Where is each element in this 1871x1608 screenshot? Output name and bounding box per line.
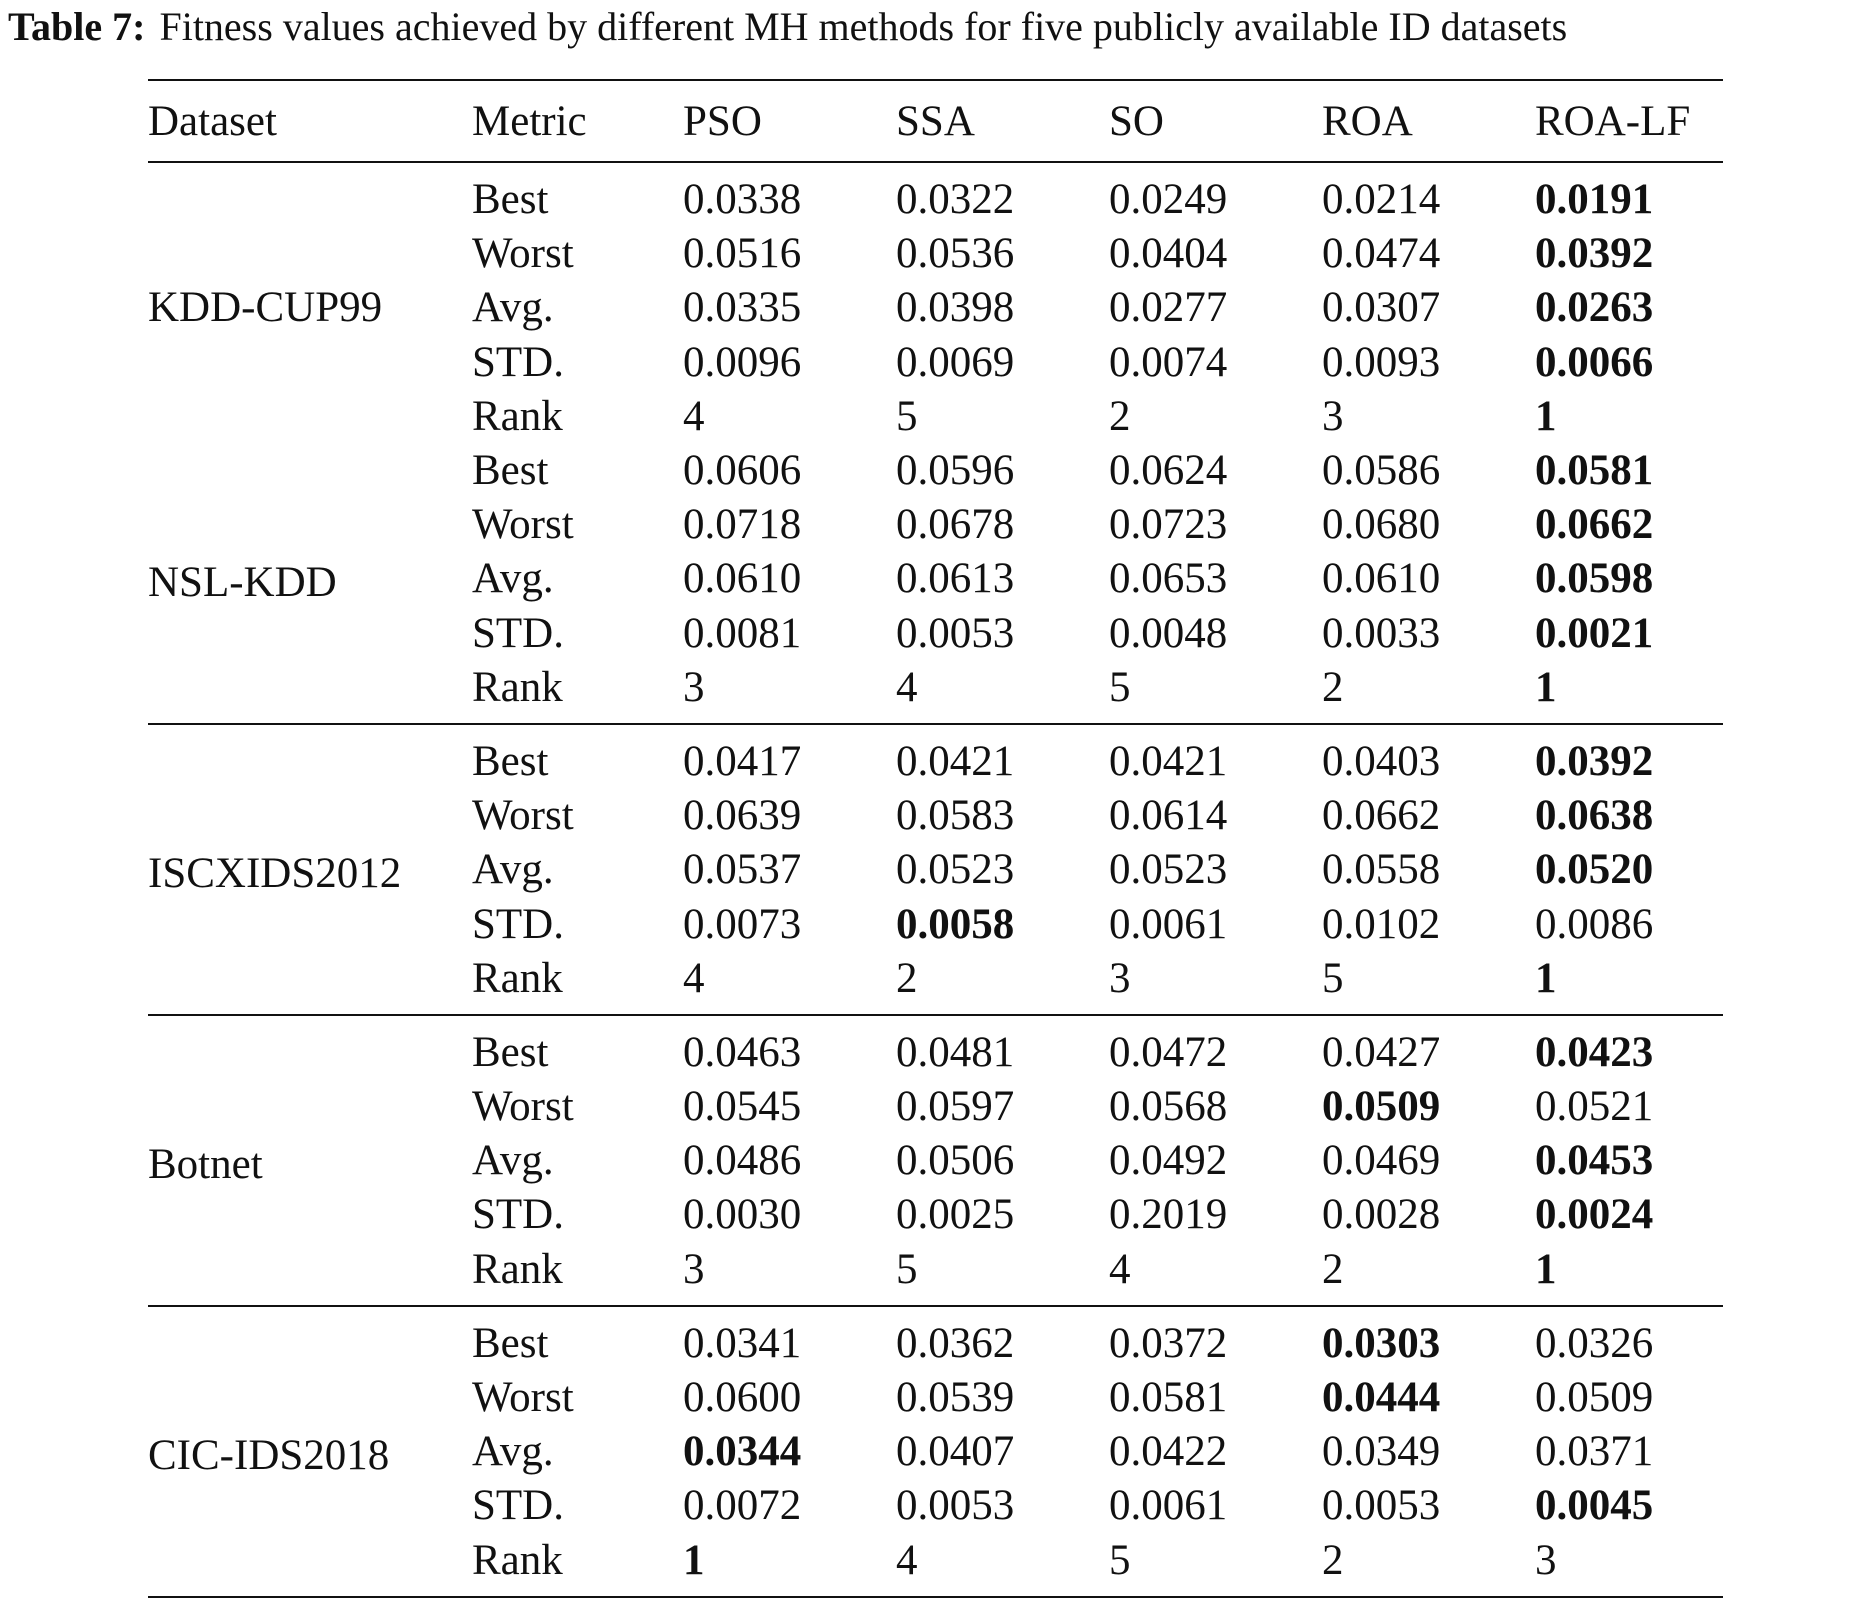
value-cell: 0.0600 xyxy=(683,1374,802,1422)
value-cell: 0.0191 xyxy=(1535,176,1654,224)
value-cell: 0.0509 xyxy=(1535,1374,1654,1422)
metric-label: STD. xyxy=(472,609,564,657)
value-cell: 0.0568 xyxy=(1109,1083,1228,1131)
value-cell: 0.0214 xyxy=(1322,176,1441,224)
value-cell: 0.0678 xyxy=(896,501,1015,549)
value-cell: 0.0614 xyxy=(1109,792,1228,840)
metric-label: Worst xyxy=(472,230,574,278)
value-cell: 0.0444 xyxy=(1322,1374,1441,1422)
value-cell: 2 xyxy=(896,952,1109,1015)
value-cell: 1 xyxy=(1535,952,1723,1015)
metric-label: Avg. xyxy=(472,1137,554,1185)
metric-label: Avg. xyxy=(472,846,554,894)
metric-label: STD. xyxy=(472,1191,564,1239)
value-cell: 0.0069 xyxy=(896,338,1015,386)
value-cell: 0.0073 xyxy=(683,900,802,948)
value-cell: 0.0033 xyxy=(1322,609,1441,657)
value-cell: 0.0303 xyxy=(1322,1319,1441,1367)
value-cell: 1 xyxy=(1535,661,1723,724)
value-cell: 3 xyxy=(1322,392,1344,440)
value-cell: 0.0583 xyxy=(896,792,1015,840)
value-cell: 0.0523 xyxy=(896,846,1015,894)
value-cell: 3 xyxy=(1109,952,1322,1015)
value-cell: 5 xyxy=(1109,661,1322,724)
metric-label: Rank xyxy=(472,952,683,1015)
table-row xyxy=(148,162,1723,227)
value-cell: 0.0407 xyxy=(896,1428,1015,1476)
header-row xyxy=(148,80,1723,162)
table-caption xyxy=(8,2,1868,52)
value-cell: 0.0066 xyxy=(1535,338,1654,386)
value-cell: 0.0326 xyxy=(1535,1319,1654,1367)
header-roa: ROA xyxy=(1322,80,1535,162)
value-cell: 0.0277 xyxy=(1109,284,1228,332)
value-cell: 4 xyxy=(683,952,896,1015)
header-ssa: SSA xyxy=(896,80,1109,162)
value-cell: 0.0072 xyxy=(683,1482,802,1530)
value-cell: 0.0249 xyxy=(1109,176,1228,224)
metric-label: Rank xyxy=(472,1534,683,1597)
table-row xyxy=(148,724,1723,789)
value-cell: 0.0403 xyxy=(1322,737,1441,785)
value-cell: 0.0061 xyxy=(1109,1482,1228,1530)
value-cell: 0.0371 xyxy=(1535,1428,1654,1476)
header-metric: Metric xyxy=(472,80,683,162)
value-cell: 0.0472 xyxy=(1109,1028,1228,1076)
metric-label: Rank xyxy=(472,392,563,440)
dataset-label: ISCXIDS2012 xyxy=(148,724,472,1015)
metric-label: Avg. xyxy=(472,1428,554,1476)
value-cell: 0.0545 xyxy=(683,1083,802,1131)
value-cell: 2 xyxy=(1109,392,1131,440)
header-so: SO xyxy=(1109,80,1322,162)
value-cell: 0.0344 xyxy=(683,1428,802,1476)
value-cell: 0.0349 xyxy=(1322,1428,1441,1476)
value-cell: 0.0718 xyxy=(683,501,802,549)
value-cell: 0.0581 xyxy=(1109,1374,1228,1422)
table-group xyxy=(148,1015,1723,1306)
table-group xyxy=(148,724,1723,1015)
dataset-label: Botnet xyxy=(148,1015,472,1306)
value-cell: 0.0581 xyxy=(1535,447,1654,495)
value-cell: 0.0045 xyxy=(1535,1482,1654,1530)
value-cell: 0.0024 xyxy=(1535,1191,1654,1239)
value-cell: 0.0521 xyxy=(1535,1083,1654,1131)
value-cell: 0.0093 xyxy=(1322,338,1441,386)
value-cell: 0.0653 xyxy=(1109,555,1228,603)
metric-label: STD. xyxy=(472,900,564,948)
value-cell: 0.0338 xyxy=(683,176,802,224)
value-cell: 0.0469 xyxy=(1322,1137,1441,1185)
metric-label: Worst xyxy=(472,1374,574,1422)
metric-label: Worst xyxy=(472,792,574,840)
value-cell: 0.0427 xyxy=(1322,1028,1441,1076)
value-cell: 0.0030 xyxy=(683,1191,802,1239)
value-cell: 0.0061 xyxy=(1109,900,1228,948)
header-dataset: Dataset xyxy=(148,80,472,162)
value-cell: 0.0058 xyxy=(896,900,1015,948)
value-cell: 0.0404 xyxy=(1109,230,1228,278)
value-cell: 4 xyxy=(1109,1243,1322,1306)
value-cell: 0.0506 xyxy=(896,1137,1015,1185)
value-cell: 0.0074 xyxy=(1109,338,1228,386)
value-cell: 0.0053 xyxy=(1322,1482,1441,1530)
metric-label: Rank xyxy=(472,661,683,724)
value-cell: 0.0021 xyxy=(1535,609,1654,657)
value-cell: 3 xyxy=(683,1243,896,1306)
value-cell: 0.0102 xyxy=(1322,900,1441,948)
value-cell: 0.2019 xyxy=(1109,1191,1228,1239)
value-cell: 2 xyxy=(1322,1534,1535,1597)
table-group xyxy=(148,1306,1723,1597)
value-cell: 4 xyxy=(896,661,1109,724)
value-cell: 0.0638 xyxy=(1535,792,1654,840)
value-cell: 5 xyxy=(1109,1534,1322,1597)
value-cell: 0.0680 xyxy=(1322,501,1441,549)
value-cell: 0.0597 xyxy=(896,1083,1015,1131)
metric-label: Worst xyxy=(472,1083,574,1131)
value-cell: 0.0486 xyxy=(683,1137,802,1185)
value-cell: 0.0463 xyxy=(683,1028,802,1076)
value-cell: 5 xyxy=(1322,952,1535,1015)
dataset-label: CIC-IDS2018 xyxy=(148,1306,472,1597)
value-cell: 5 xyxy=(896,392,918,440)
value-cell: 0.0335 xyxy=(683,284,802,332)
value-cell: 0.0596 xyxy=(896,447,1015,495)
header-roa-lf: ROA-LF xyxy=(1535,80,1723,162)
value-cell: 0.0053 xyxy=(896,609,1015,657)
metric-label: Avg. xyxy=(472,555,554,603)
value-cell: 0.0048 xyxy=(1109,609,1228,657)
value-cell: 0.0523 xyxy=(1109,846,1228,894)
value-cell: 0.0263 xyxy=(1535,284,1654,332)
table-row xyxy=(148,444,1723,498)
dataset-label: KDD-CUP99 xyxy=(148,284,383,332)
table-row xyxy=(148,1306,1723,1371)
value-cell: 2 xyxy=(1322,661,1535,724)
value-cell: 0.0558 xyxy=(1322,846,1441,894)
value-cell: 2 xyxy=(1322,1243,1535,1306)
value-cell: 0.0398 xyxy=(896,284,1015,332)
metric-label: Best xyxy=(472,737,549,785)
table-group xyxy=(148,162,1723,724)
caption-label: Table 7: xyxy=(8,4,146,49)
metric-label: STD. xyxy=(472,1482,564,1530)
value-cell: 0.0372 xyxy=(1109,1319,1228,1367)
value-cell: 0.0392 xyxy=(1535,737,1654,785)
value-cell: 3 xyxy=(683,661,896,724)
value-cell: 0.0362 xyxy=(896,1319,1015,1367)
value-cell: 0.0509 xyxy=(1322,1083,1441,1131)
value-cell: 0.0422 xyxy=(1109,1428,1228,1476)
caption-text: Fitness values achieved by different MH methods for five publicly available ID datasets xyxy=(159,4,1568,49)
value-cell: 0.0492 xyxy=(1109,1137,1228,1185)
value-cell: 0.0639 xyxy=(683,792,802,840)
metric-label: Best xyxy=(472,1028,549,1076)
metric-label: Best xyxy=(472,447,549,495)
value-cell: 0.0417 xyxy=(683,737,802,785)
value-cell: 0.0516 xyxy=(683,230,802,278)
value-cell: 0.0723 xyxy=(1109,501,1228,549)
value-cell: 0.0586 xyxy=(1322,447,1441,495)
value-cell: 0.0453 xyxy=(1535,1137,1654,1185)
value-cell: 0.0421 xyxy=(1109,737,1228,785)
value-cell: 0.0536 xyxy=(896,230,1015,278)
value-cell: 0.0539 xyxy=(896,1374,1015,1422)
value-cell: 0.0481 xyxy=(896,1028,1015,1076)
value-cell: 0.0086 xyxy=(1535,900,1654,948)
value-cell: 1 xyxy=(1535,1243,1723,1306)
metric-label: Avg. xyxy=(472,284,554,332)
value-cell: 0.0028 xyxy=(1322,1191,1441,1239)
value-cell: 0.0421 xyxy=(896,737,1015,785)
value-cell: 0.0624 xyxy=(1109,447,1228,495)
value-cell: 0.0322 xyxy=(896,176,1015,224)
metric-label: STD. xyxy=(472,338,564,386)
value-cell: 0.0474 xyxy=(1322,230,1441,278)
value-cell: 0.0081 xyxy=(683,609,802,657)
value-cell: 0.0392 xyxy=(1535,230,1654,278)
value-cell: 0.0598 xyxy=(1535,555,1654,603)
dataset-label: NSL-KDD xyxy=(148,444,472,724)
value-cell: 0.0610 xyxy=(1322,555,1441,603)
value-cell: 0.0606 xyxy=(683,447,802,495)
value-cell: 0.0025 xyxy=(896,1191,1015,1239)
value-cell: 0.0520 xyxy=(1535,846,1654,894)
value-cell: 4 xyxy=(683,392,705,440)
metric-label: Rank xyxy=(472,1243,683,1306)
value-cell: 5 xyxy=(896,1243,1109,1306)
value-cell: 0.0053 xyxy=(896,1482,1015,1530)
metric-label: Worst xyxy=(472,501,574,549)
value-cell: 0.0610 xyxy=(683,555,802,603)
table-row xyxy=(148,1015,1723,1080)
value-cell: 0.0307 xyxy=(1322,284,1441,332)
value-cell: 0.0613 xyxy=(896,555,1015,603)
value-cell: 0.0341 xyxy=(683,1319,802,1367)
value-cell: 3 xyxy=(1535,1534,1723,1597)
value-cell: 0.0662 xyxy=(1535,501,1654,549)
value-cell: 4 xyxy=(896,1534,1109,1597)
metric-label: Best xyxy=(472,176,549,224)
value-cell: 1 xyxy=(1535,392,1557,440)
header-pso: PSO xyxy=(683,80,896,162)
metric-label: Best xyxy=(472,1319,549,1367)
value-cell: 0.0423 xyxy=(1535,1028,1654,1076)
value-cell: 1 xyxy=(683,1534,896,1597)
value-cell: 0.0662 xyxy=(1322,792,1441,840)
table-header xyxy=(148,80,1723,162)
value-cell: 0.0537 xyxy=(683,846,802,894)
fitness-table xyxy=(148,79,1723,1598)
value-cell: 0.0096 xyxy=(683,338,802,386)
